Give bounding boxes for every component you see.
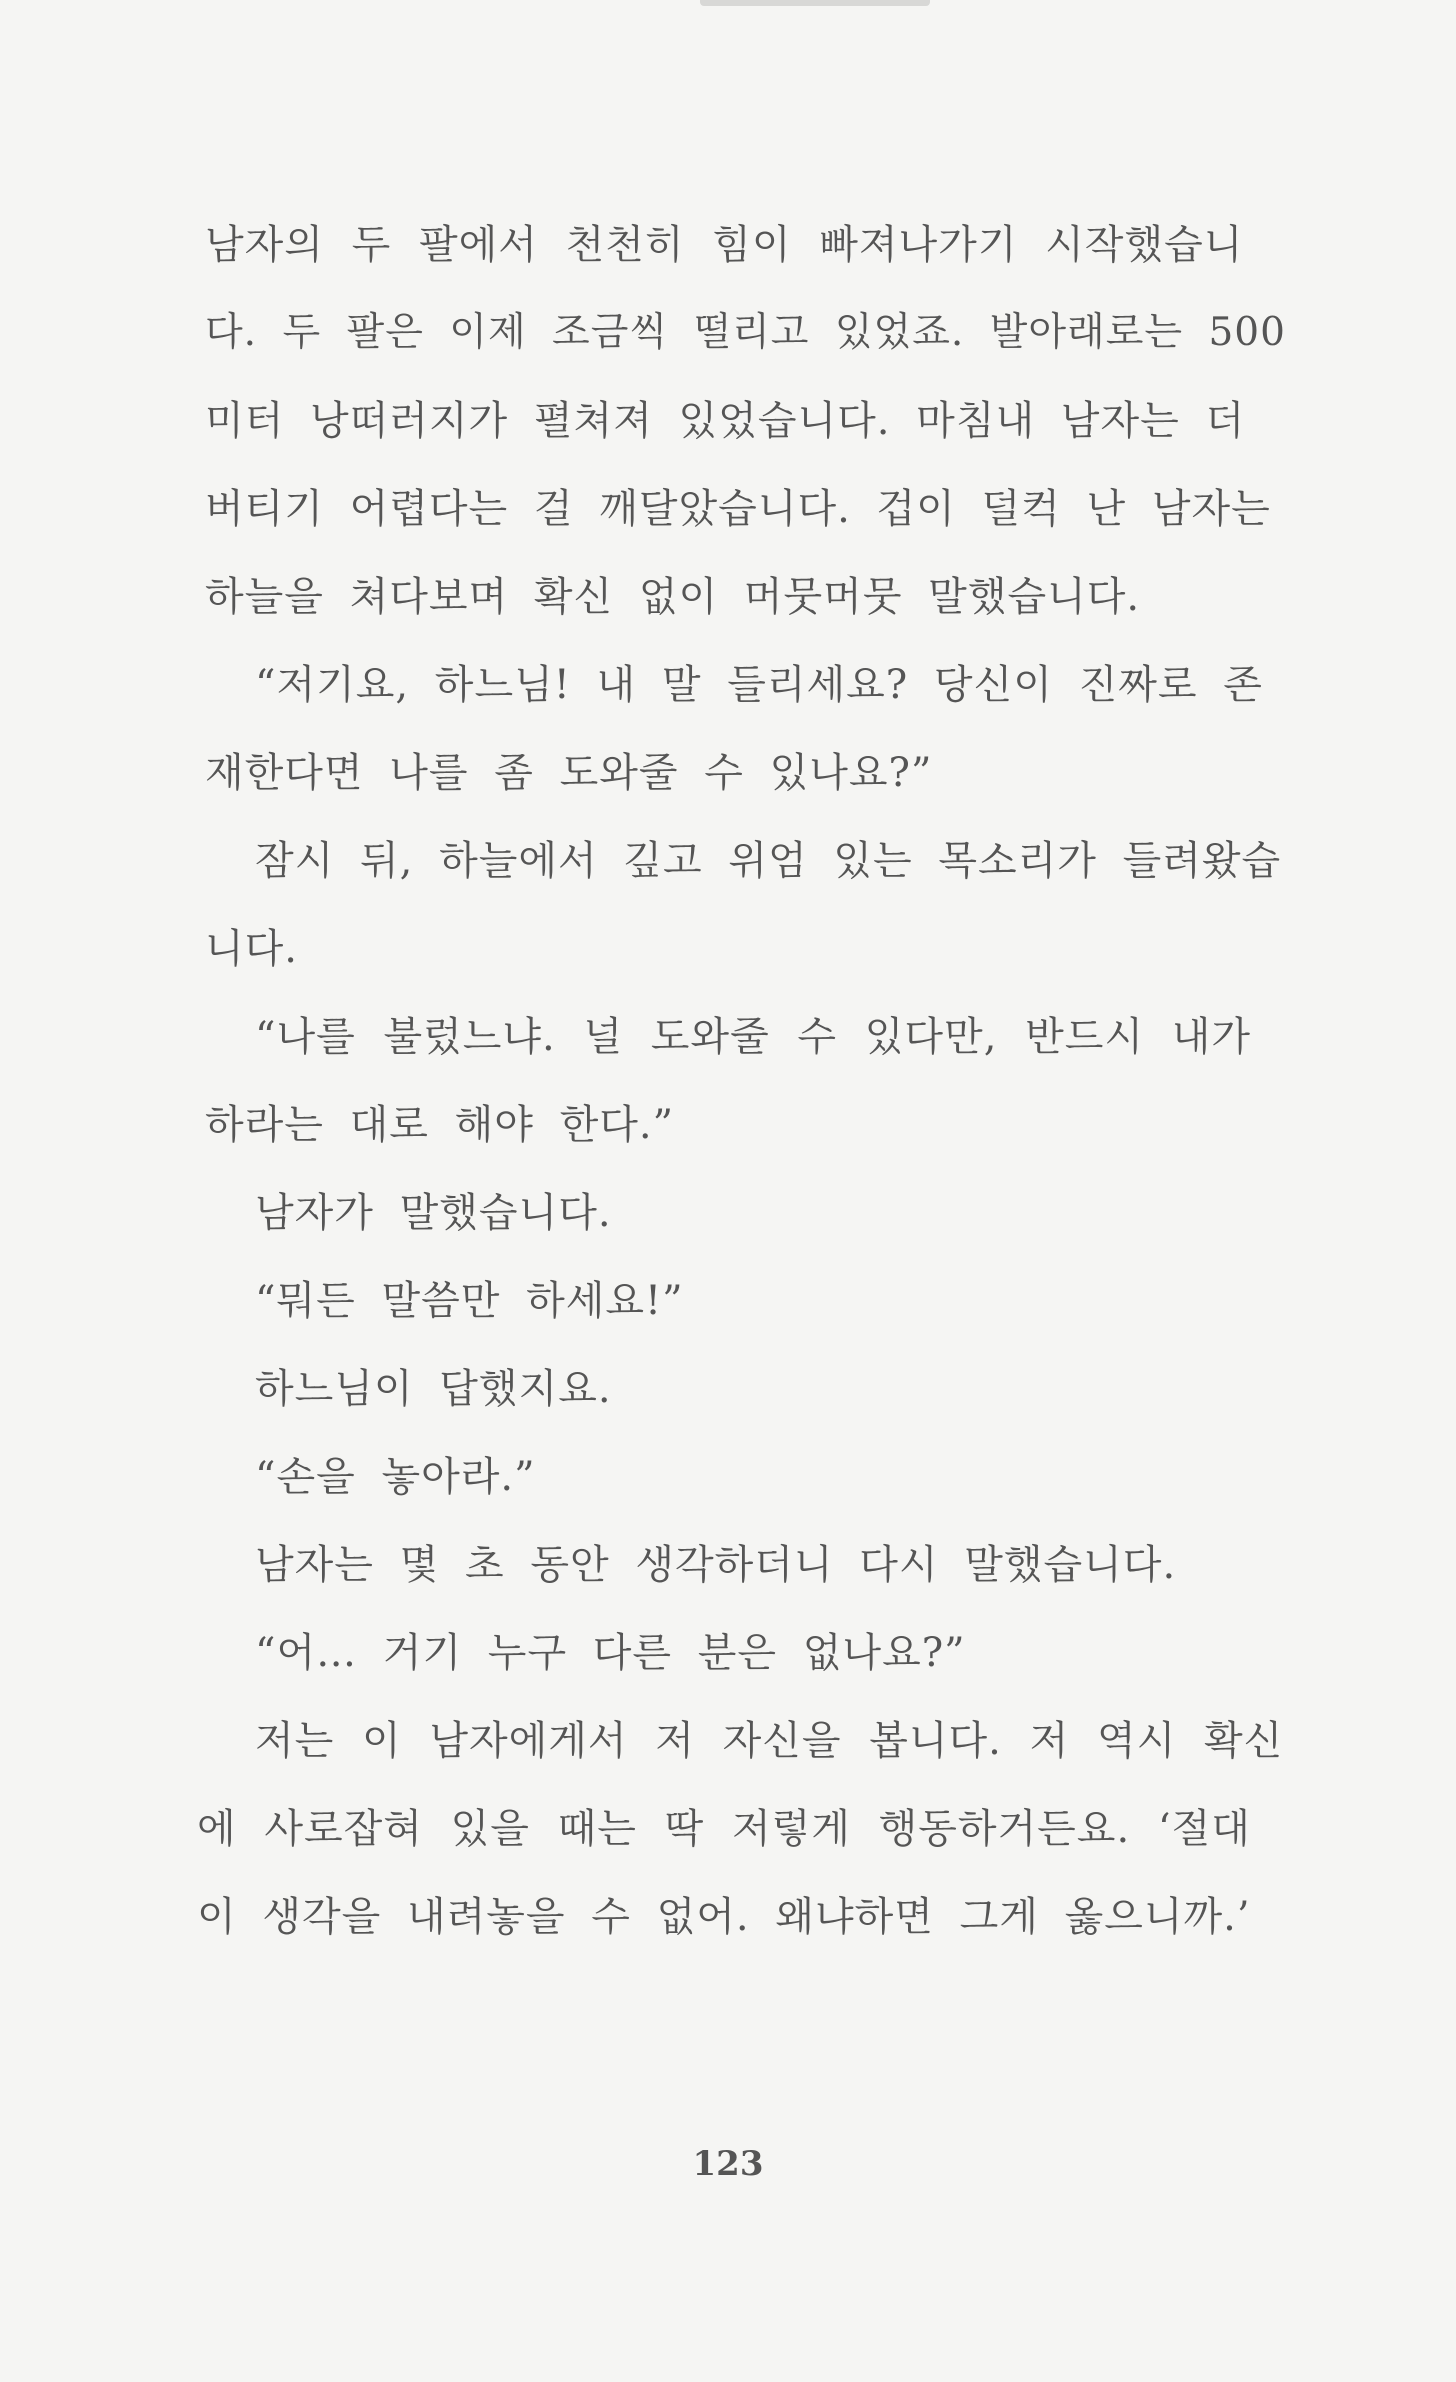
text-line: 이 생각을 내려놓을 수 없어. 왜냐하면 그게 옳으니까.’ [197,1894,1251,1940]
text-line: 미터 낭떠러지가 펼쳐져 있었습니다. 마침내 남자는 더 [205,398,1246,444]
text-line: 에 사로잡혀 있을 때는 딱 저렇게 행동하거든요. ‘절대 [197,1806,1251,1852]
text-line: 하라는 대로 해야 한다.” [205,1102,675,1148]
text-line: 저는 이 남자에게서 저 자신을 봅니다. 저 역시 확신 [255,1718,1284,1764]
text-line: 버티기 어렵다는 걸 깨달았습니다. 겁이 덜컥 난 남자는 [205,486,1271,532]
text-line: “어… 거기 누구 다른 분은 없나요?” [255,1630,966,1676]
text-line: 남자가 말했습니다. [255,1190,612,1236]
text-line: 남자의 두 팔에서 천천히 힘이 빠져나가기 시작했습니 [205,222,1244,268]
text-line: 하늘을 쳐다보며 확신 없이 머뭇머뭇 말했습니다. [205,574,1141,620]
text-line: 남자는 몇 초 동안 생각하더니 다시 말했습니다. [255,1542,1177,1588]
page-number: 123 [692,2144,764,2184]
text-line: 다. 두 팔은 이제 조금씩 떨리고 있었죠. 발아래로는 500 [205,310,1286,355]
text-line: “저기요, 하느님! 내 말 들리세요? 당신이 진짜로 존 [255,662,1263,708]
binding-mark [700,0,930,6]
text-line: “뭐든 말씀만 하세요!” [255,1278,684,1324]
text-line: “손을 놓아라.” [255,1454,536,1500]
text-line: 재한다면 나를 좀 도와줄 수 있나요?” [205,750,933,796]
text-line: 니다. [205,926,298,972]
text-line: “나를 불렀느냐. 널 도와줄 수 있다만, 반드시 내가 [255,1014,1252,1060]
text-line: 잠시 뒤, 하늘에서 깊고 위엄 있는 목소리가 들려왔습 [255,838,1282,884]
text-line: 하느님이 답했지요. [255,1366,612,1412]
